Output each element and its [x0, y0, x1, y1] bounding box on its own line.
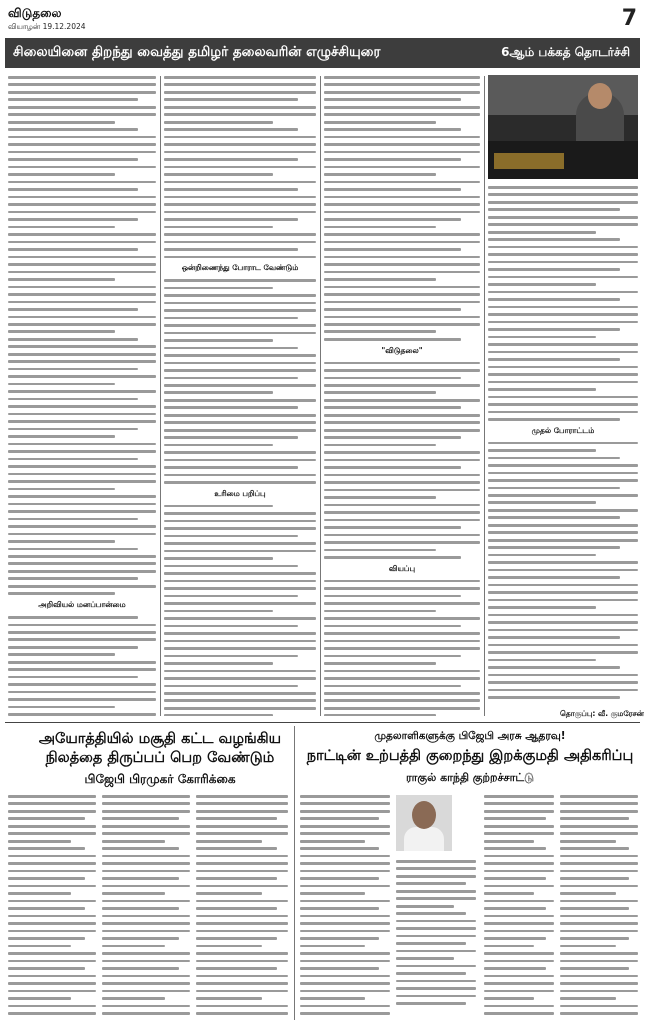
- article-column-4: [488, 186, 638, 704]
- story-3-column-3: [484, 795, 554, 1020]
- dateline: வியாழன் 19.12.2024: [8, 22, 86, 31]
- story-3-headline: நாட்டின் உற்பத்தி குறைந்து இறக்குமதி அதிகரிப்பு: [306, 748, 634, 764]
- column-1-subhead: அறிவியல் மனப்பான்மை: [38, 600, 126, 610]
- column-divider: [160, 76, 161, 716]
- column-divider: [484, 76, 485, 716]
- column-4-subhead: முதல் போராட்டம்: [531, 425, 595, 435]
- story-3-column-4: [560, 795, 638, 1020]
- article-column-2: [164, 76, 316, 716]
- story-2-subhead: பிஜேபி பிரமுகர் கோரிக்கை: [84, 772, 236, 786]
- politician-portrait: [396, 795, 452, 851]
- story-2-column-2: [102, 795, 190, 1020]
- section-divider: [5, 722, 640, 723]
- column-2-subhead-1: ஒன்றிணைந்து போராட வேண்டும்: [181, 263, 299, 273]
- column-3-subhead-1: "விடுதலை": [381, 345, 423, 355]
- article-column-1: [8, 76, 156, 716]
- story-3-column-1: [300, 795, 390, 1020]
- column-3-subhead-2: வியப்பு: [388, 563, 416, 573]
- banner-headline: சிலையினை திறந்து வைத்து தமிழர் தலைவரின் எழுச்சியுரை: [13, 44, 381, 60]
- story-2-heading: [35, 730, 285, 788]
- article-signoff: தொகுப்பு: வீ. குமரேசன்: [560, 709, 644, 718]
- story-divider: [294, 726, 295, 1020]
- story-2-column-3: [196, 795, 288, 1020]
- speaker-photo: [488, 75, 638, 179]
- story-2-headline: அயோத்தியில் மசூதி கட்ட வழங்கிய நிலத்தை திருப்பப் பெற வேண்டும்: [38, 731, 282, 766]
- story-3-column-2: [396, 860, 476, 1020]
- article-column-3: [324, 76, 480, 716]
- masthead: [8, 6, 637, 36]
- headline-banner: [5, 38, 640, 68]
- story-3-kicker: முதலாளிகளுக்கு பிஜேபி அரசு ஆதரவு!: [374, 730, 566, 742]
- story-2-column-1: [8, 795, 96, 1020]
- page-number: 7: [621, 6, 637, 31]
- column-2-subhead-2: உரிமை பறிப்பு: [214, 488, 266, 498]
- newspaper-brand: விடுதலை: [8, 6, 62, 20]
- banner-series-label: 6ஆம் பக்கத் தொடர்ச்சி: [501, 45, 630, 59]
- column-divider: [320, 76, 321, 716]
- story-3-subhead: ராகுல் காந்தி குற்றச்சாட்டு: [406, 771, 534, 784]
